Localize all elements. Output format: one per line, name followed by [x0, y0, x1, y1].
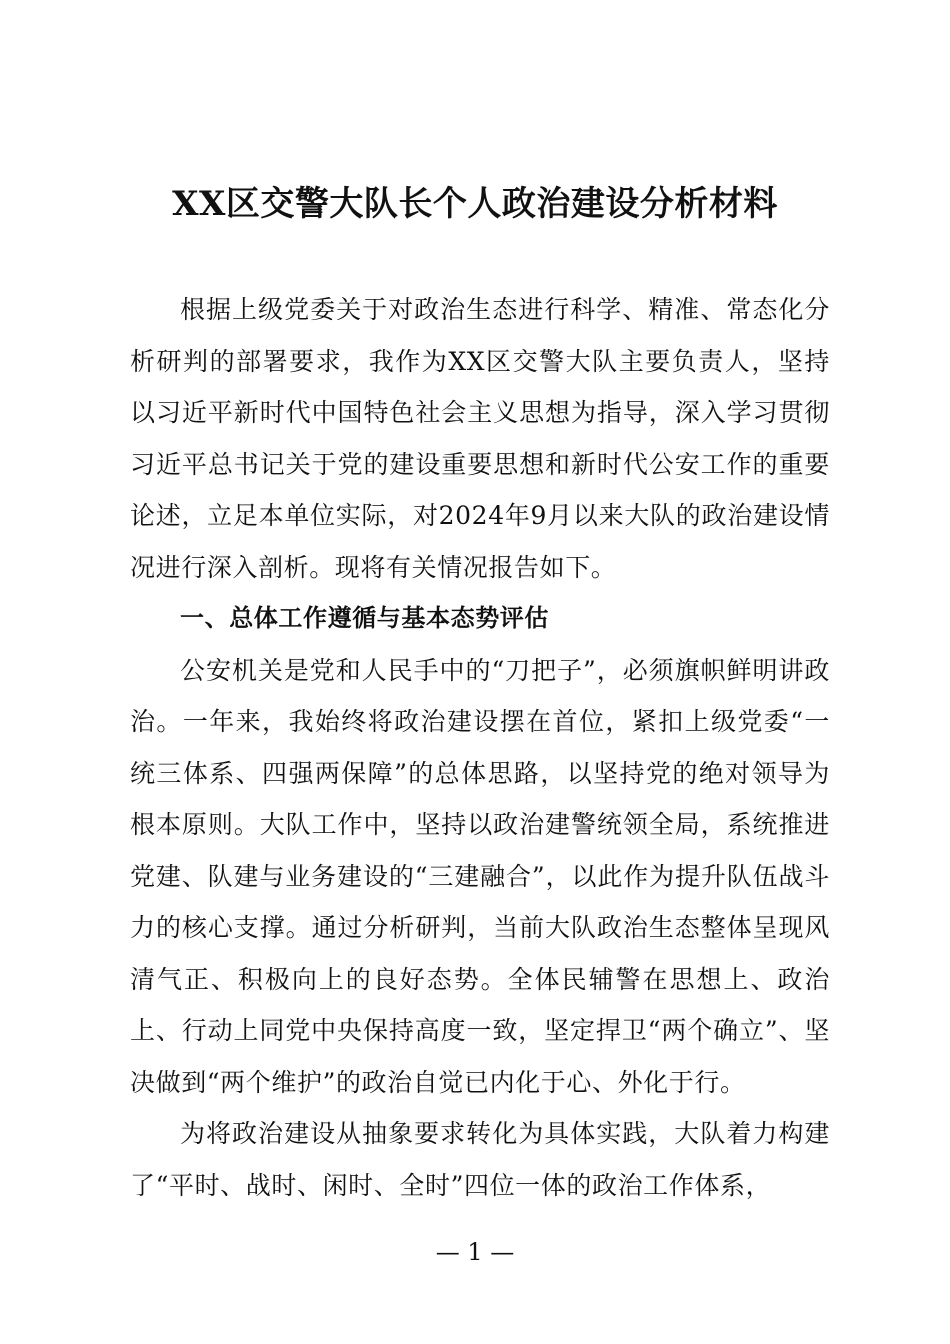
section-paragraph: 为将政治建设从抽象要求转化为具体实践，大队着力构建了“平时、战时、闲时、全时”四位一体的政治工作体系， [130, 1119, 830, 1200]
section-heading: 一、总体工作遵循与基本态势评估 [180, 604, 549, 632]
document-body [130, 284, 830, 1211]
intro-paragraph: 根据上级党委关于对政治生态进行科学、精准、常态化分析研判的部署要求，我作为XX区交警大队主要负责人，坚持以习近平新时代中国特色社会主义思想为指导，深入学习贯彻习近平总书记关于党的建设重要思想和新时代公安工作的重要论述，立足本单位实际，对2024年9月以来大队的政治建设情况进行深入剖析。现将有关情况报告如下。 [130, 295, 830, 582]
page-number: — 1 — [435, 1238, 515, 1266]
document-title: XX区交警大队长个人政治建设分析材料 [172, 184, 778, 224]
section-paragraph: 公安机关是党和人民手中的“刀把子”，必须旗帜鲜明讲政治。一年来，我始终将政治建设摆在首位，紧扣上级党委“一统三体系、四强两保障”的总体思路，以坚持党的绝对领导为根本原则。大队工作中，坚持以政治建警统领全局，系统推进党建、队建与业务建设的“三建融合”，以此作为提升队伍战斗力的核心支撑。通过分析研判，当前大队政治生态整体呈现风清气正、积极向上的良好态势。全体民辅警在思想上、政治上、行动上同党中央保持高度一致，坚定捍卫“两个确立”、坚决做到“两个维护”的政治自觉已内化于心、外化于行。 [130, 655, 830, 1097]
